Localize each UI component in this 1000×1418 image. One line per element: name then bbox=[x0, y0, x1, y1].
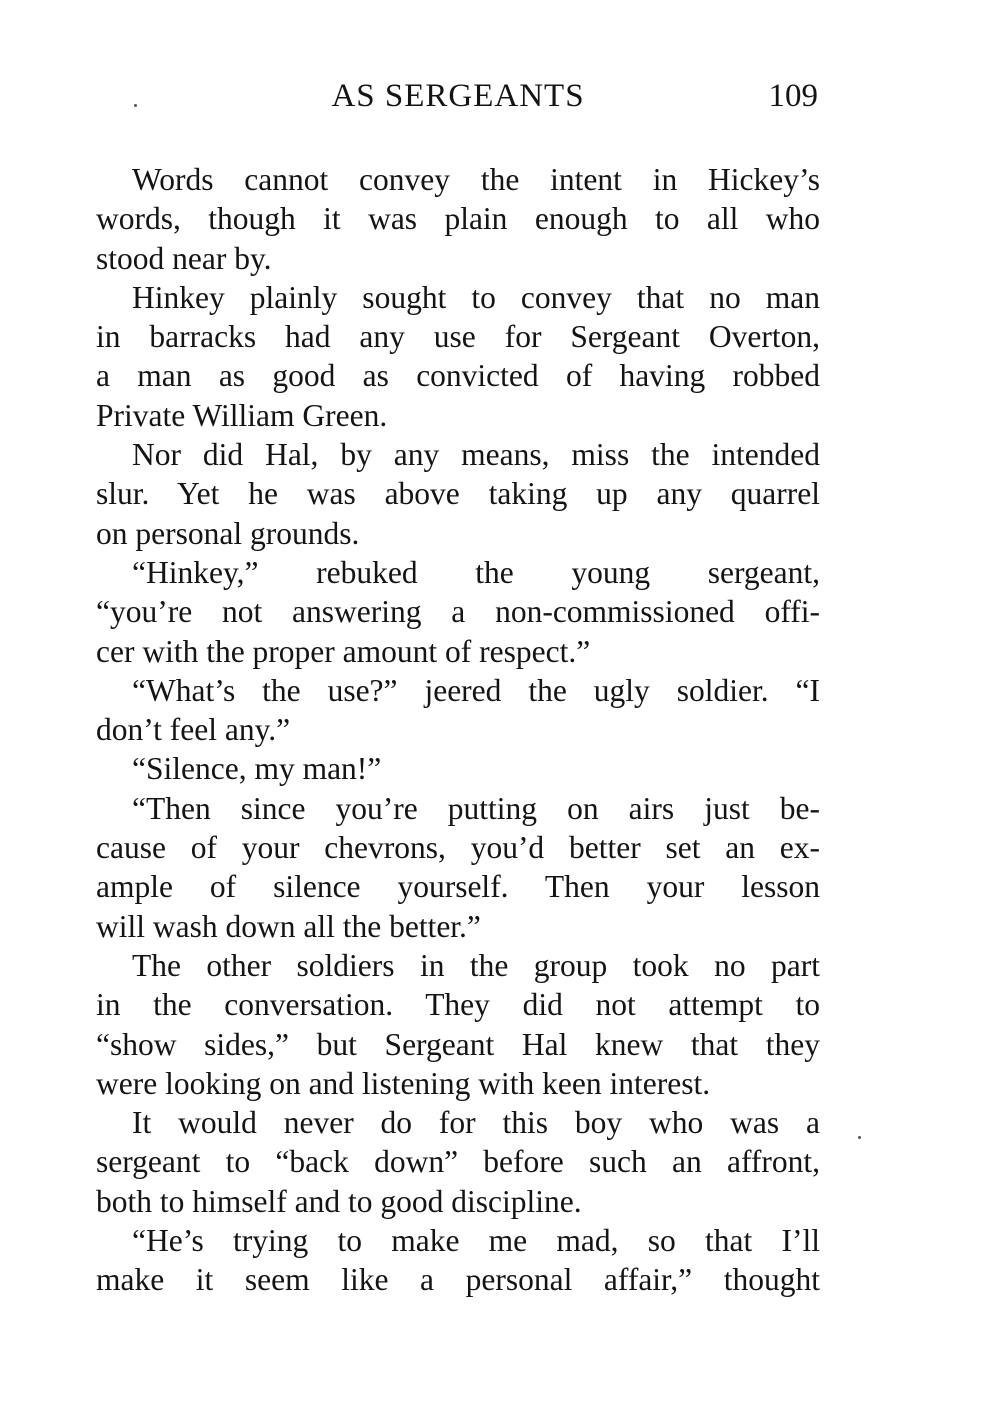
paragraph bbox=[96, 278, 820, 435]
text-line: words, though it was plain enough to all who bbox=[96, 201, 820, 237]
text-line: a man as good as convicted of having robbed bbox=[96, 358, 820, 394]
text-line: “Then since you’re putting on airs just be- bbox=[132, 790, 820, 826]
text-line: “Hinkey,” rebuked the young sergeant, bbox=[132, 554, 820, 590]
paragraph bbox=[96, 160, 820, 278]
paragraph bbox=[96, 789, 820, 946]
text-line: “show sides,” but Sergeant Hal knew that they bbox=[96, 1026, 820, 1062]
paragraph bbox=[96, 553, 820, 671]
text-line: in the conversation. They did not attempt to bbox=[96, 987, 820, 1023]
text-line: cer with the proper amount of respect.” bbox=[96, 633, 591, 669]
text-line: Words cannot convey the intent in Hickey’s bbox=[132, 162, 820, 197]
paragraph bbox=[96, 671, 820, 750]
text-line: It would never do for this boy who was a bbox=[132, 1105, 820, 1141]
text-line: The other soldiers in the group took no part bbox=[132, 947, 820, 983]
text-line: will wash down all the better.” bbox=[96, 908, 481, 944]
text-line: “What’s the use?” jeered the ugly soldier. “I bbox=[132, 672, 820, 708]
text-line: sergeant to “back down” before such an affront, bbox=[96, 1144, 820, 1180]
text-line: slur. Yet he was above taking up any quarrel bbox=[96, 476, 820, 512]
paragraph bbox=[96, 1221, 820, 1300]
body-text bbox=[96, 160, 820, 1300]
page-header bbox=[96, 78, 820, 118]
text-line: Hinkey plainly sought to convey that no man bbox=[132, 279, 820, 315]
text-line: don’t feel any.” bbox=[96, 712, 291, 748]
text-line: ample of silence yourself. Then your lesson bbox=[96, 869, 820, 905]
print-speck bbox=[858, 1136, 861, 1139]
paragraph bbox=[96, 946, 820, 1103]
text-line: stood near by. bbox=[96, 240, 272, 276]
text-line: “He’s trying to make me mad, so that I’ll bbox=[132, 1223, 820, 1259]
running-title: AS SERGEANTS bbox=[331, 78, 585, 114]
paragraph bbox=[96, 1103, 820, 1221]
text-line: both to himself and to good discipline. bbox=[96, 1183, 582, 1219]
text-line: Private William Green. bbox=[96, 397, 388, 433]
text-line: Nor did Hal, by any means, miss the intended bbox=[132, 437, 820, 473]
paragraph bbox=[96, 749, 820, 788]
text-line: were looking on and listening with keen interest. bbox=[96, 1065, 711, 1101]
text-line: cause of your chevrons, you’d better set an ex- bbox=[96, 830, 820, 866]
text-line: “you’re not answering a non-commissioned offi- bbox=[96, 594, 820, 630]
page-number: 109 bbox=[768, 78, 818, 114]
text-line: make it seem like a personal affair,” thought bbox=[96, 1262, 820, 1298]
print-speck bbox=[134, 104, 137, 107]
text-line: “Silence, my man!” bbox=[132, 751, 382, 787]
text-line: in barracks had any use for Sergeant Overton, bbox=[96, 319, 820, 355]
text-line: on personal grounds. bbox=[96, 515, 360, 551]
paragraph bbox=[96, 435, 820, 553]
